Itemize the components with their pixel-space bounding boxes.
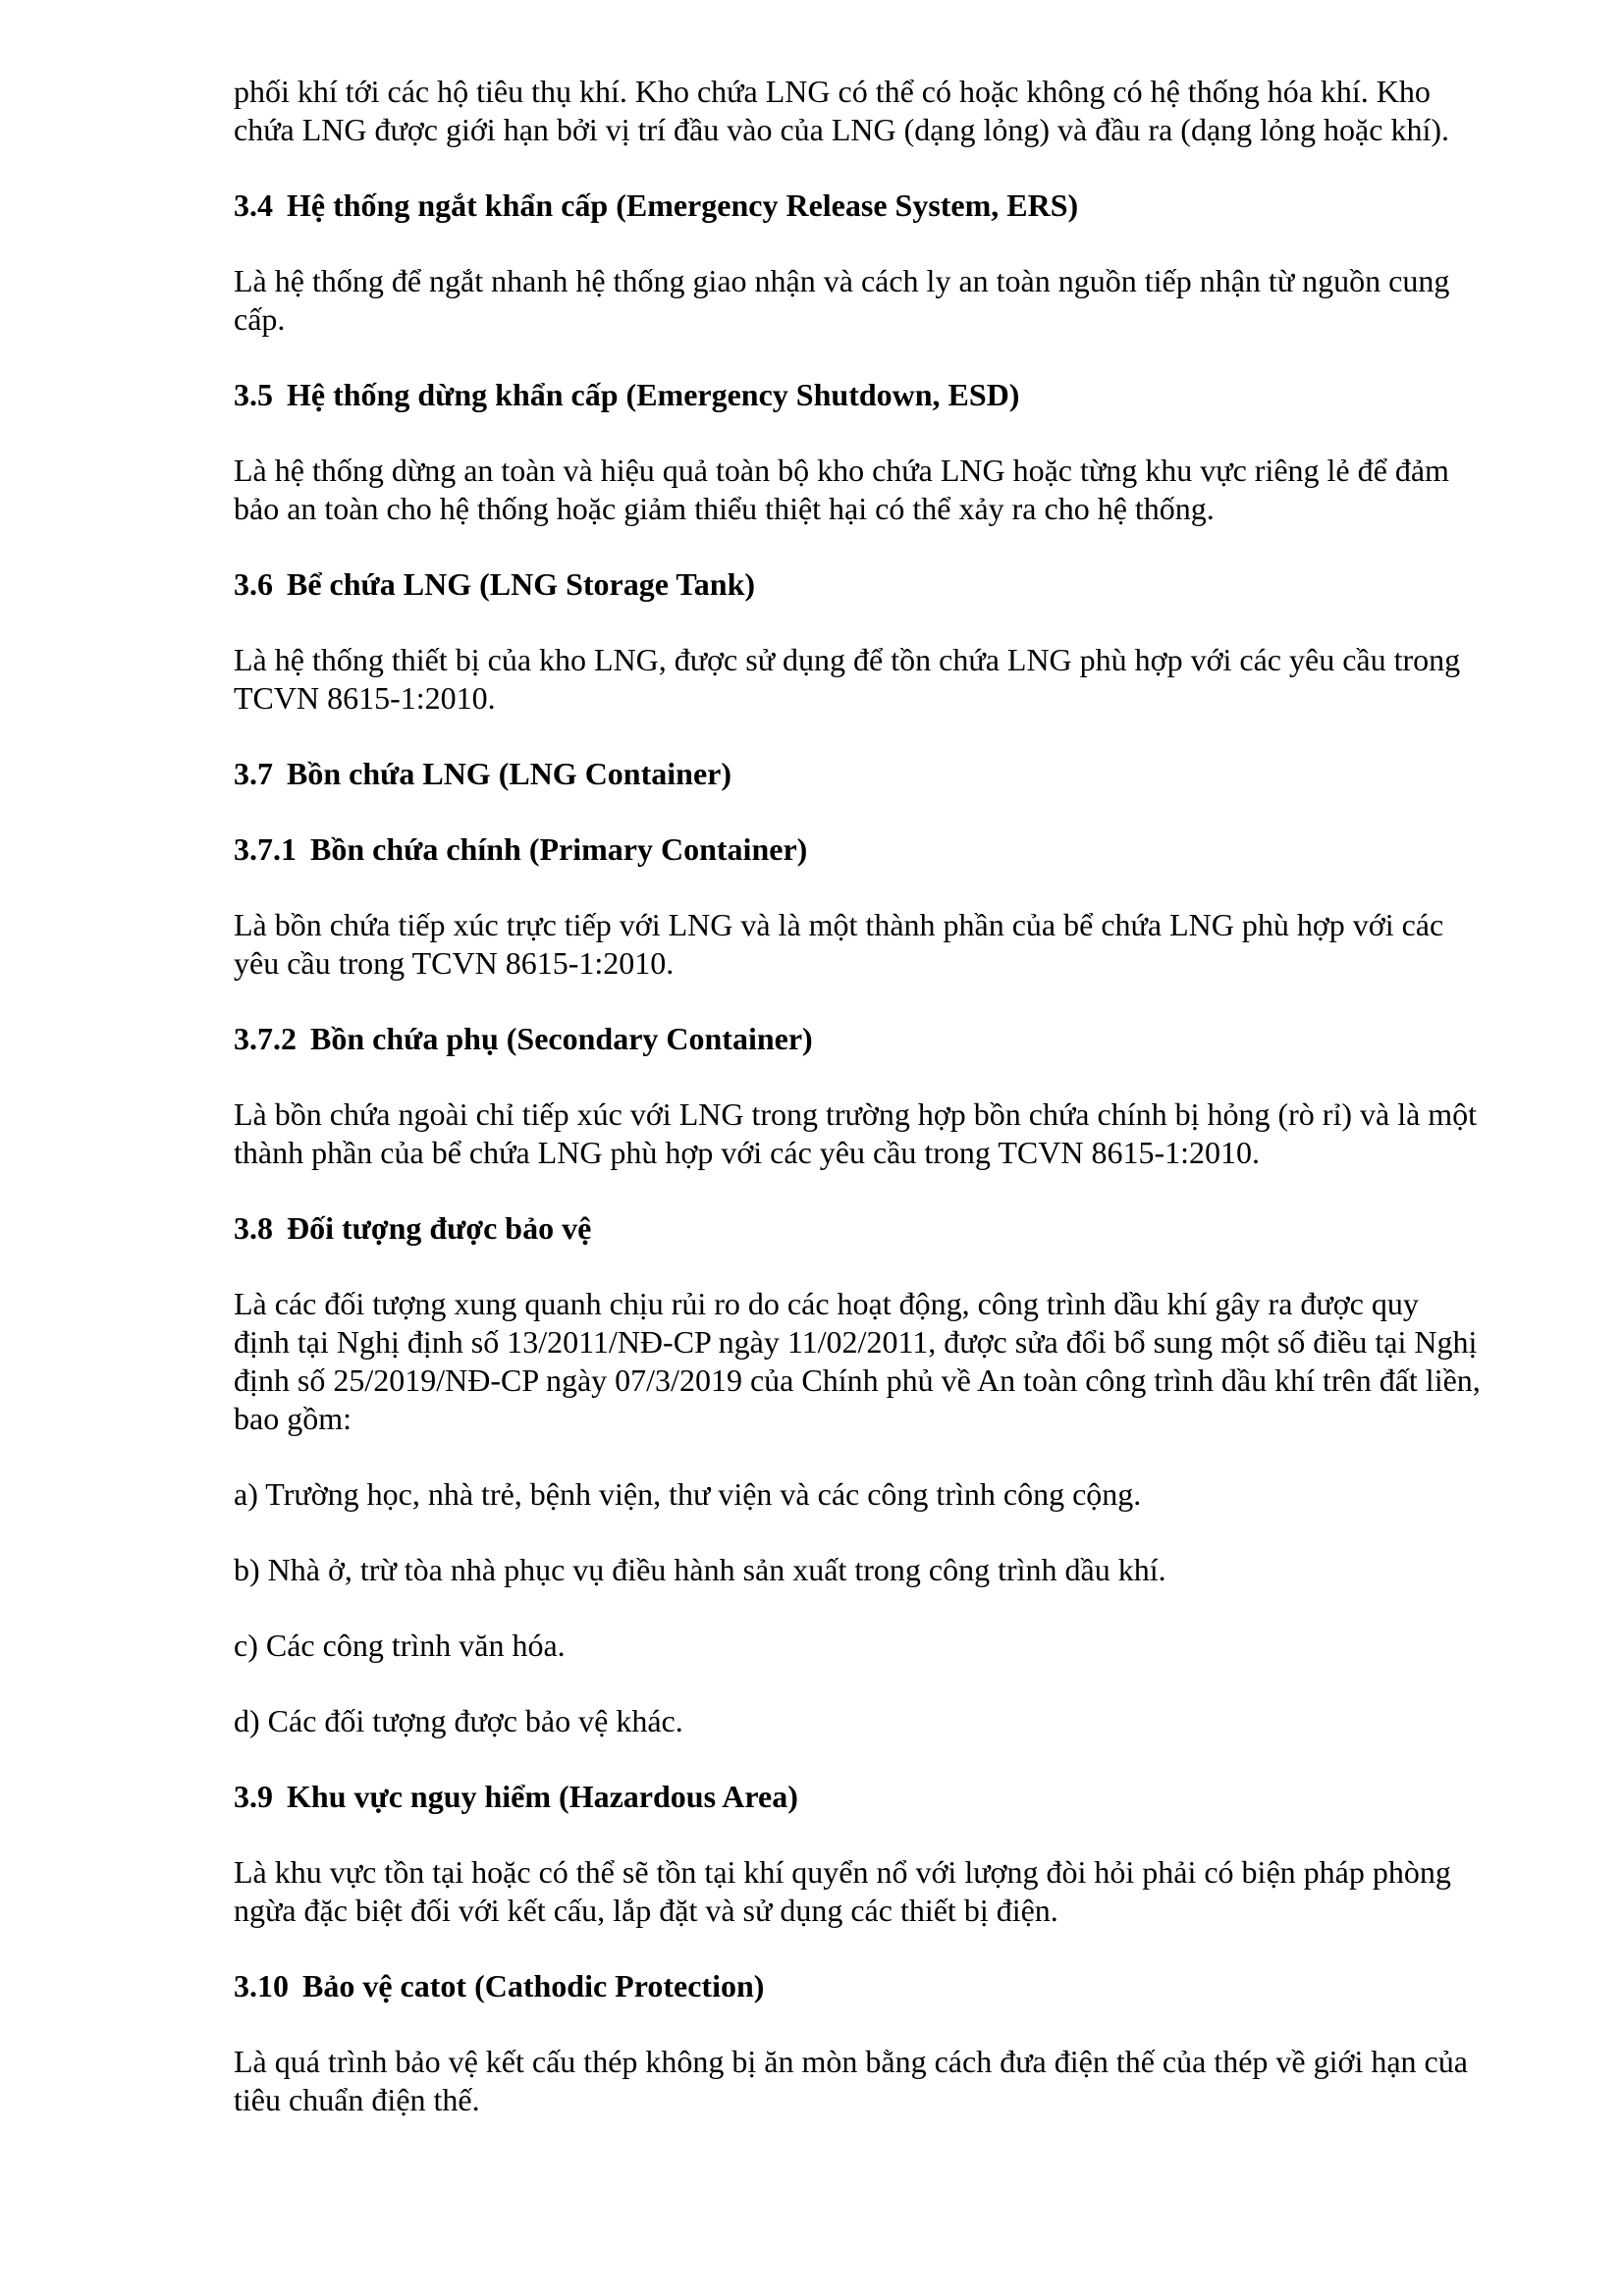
section-number: 3.7 (234, 756, 273, 791)
section-title: Bồn chứa chính (Primary Container) (310, 831, 808, 867)
section-title: Khu vực nguy hiểm (Hazardous Area) (287, 1779, 798, 1814)
section-number: 3.10 (234, 1968, 289, 2003)
section-number: 3.5 (234, 377, 273, 412)
section-title: Đối tượng được bảo vệ (287, 1210, 592, 1246)
section-number: 3.4 (234, 187, 273, 223)
intro-paragraph: phối khí tới các hộ tiêu thụ khí. Kho chứa LNG có thể có hoặc không có hệ thống hóa khí. Kho chứa LNG được giới hạn bởi vị trí đầu vào của LNG (dạng lỏng) và đầu ra (dạng lỏng hoặc khí). (234, 74, 1449, 147)
section-3-5-body: Là hệ thống dừng an toàn và hiệu quả toàn bộ kho chứa LNG hoặc từng khu vực riêng lẻ để đảm bảo an toàn cho hệ thống hoặc giảm thiểu thiệt hại có thể xảy ra cho hệ thống. (234, 453, 1449, 526)
section-3-7-2-body: Là bồn chứa ngoài chỉ tiếp xúc với LNG trong trường hợp bồn chứa chính bị hỏng (rò rỉ) và là một thành phần của bể chứa LNG phù hợp với các yêu cầu trong TCVN 8615-1:2010. (234, 1096, 1478, 1170)
list-item: a) Trường học, nhà trẻ, bệnh viện, thư viện và các công trình công cộng. (234, 1476, 1142, 1512)
section-3-7-1-body: Là bồn chứa tiếp xúc trực tiếp với LNG và là một thành phần của bể chứa LNG phù hợp với các yêu cầu trong TCVN 8615-1:2010. (234, 907, 1444, 981)
section-3-9-heading (234, 1778, 1481, 1816)
section-3-6-heading (234, 565, 1481, 604)
section-3-9-body: Là khu vực tồn tại hoặc có thể sẽ tồn tại khí quyển nổ với lượng đòi hỏi phải có biện pháp phòng ngừa đặc biệt đối với kết cấu, lắp đặt và sử dụng các thiết bị điện. (234, 1854, 1451, 1928)
section-3-7-heading (234, 755, 1481, 793)
section-title: Bồn chứa phụ (Secondary Container) (310, 1021, 813, 1056)
section-3-7-1-heading (234, 830, 1481, 869)
section-number: 3.7.2 (234, 1021, 297, 1056)
section-number: 3.7.1 (234, 831, 297, 867)
section-3-5-heading (234, 376, 1481, 414)
section-title: Bồn chứa LNG (LNG Container) (287, 756, 731, 791)
section-number: 3.8 (234, 1210, 273, 1246)
section-3-7-2-heading (234, 1020, 1481, 1058)
section-3-8-body: Là các đối tượng xung quanh chịu rủi ro do các hoạt động, công trình dầu khí gây ra được quy định tại Nghị định số 13/2011/NĐ-CP ngày 11/02/2011, được sửa đổi bổ sung một số điều tại Nghị định số 25/2019/NĐ-CP ngày 07/3/2019 của Chính phủ về An toàn công trình dầu khí trên đất liền, bao gồm: (234, 1286, 1481, 1436)
section-number: 3.9 (234, 1779, 273, 1814)
section-number: 3.6 (234, 566, 273, 602)
list-item: b) Nhà ở, trừ tòa nhà phục vụ điều hành sản xuất trong công trình dầu khí. (234, 1552, 1166, 1587)
section-3-4-body: Là hệ thống để ngắt nhanh hệ thống giao nhận và cách ly an toàn nguồn tiếp nhận từ nguồn cung cấp. (234, 263, 1450, 337)
list-item: c) Các công trình văn hóa. (234, 1628, 566, 1663)
section-3-10-heading (234, 1967, 1481, 2005)
section-3-6-body: Là hệ thống thiết bị của kho LNG, được sử dụng để tồn chứa LNG phù hợp với các yêu cầu trong TCVN 8615-1:2010. (234, 642, 1461, 716)
section-3-10-body: Là quá trình bảo vệ kết cấu thép không bị ăn mòn bằng cách đưa điện thế của thép về giới hạn của tiêu chuẩn điện thế. (234, 2044, 1468, 2117)
section-title: Bể chứa LNG (LNG Storage Tank) (287, 566, 756, 602)
document-page (234, 73, 1481, 2157)
section-title: Hệ thống ngắt khẩn cấp (Emergency Release System, ERS) (287, 187, 1079, 223)
section-title: Bảo vệ catot (Cathodic Protection) (302, 1968, 765, 2003)
section-3-4-heading (234, 187, 1481, 225)
section-title: Hệ thống dừng khẩn cấp (Emergency Shutdown, ESD) (287, 377, 1020, 412)
section-3-8-heading (234, 1209, 1481, 1248)
list-item: d) Các đối tượng được bảo vệ khác. (234, 1703, 683, 1738)
